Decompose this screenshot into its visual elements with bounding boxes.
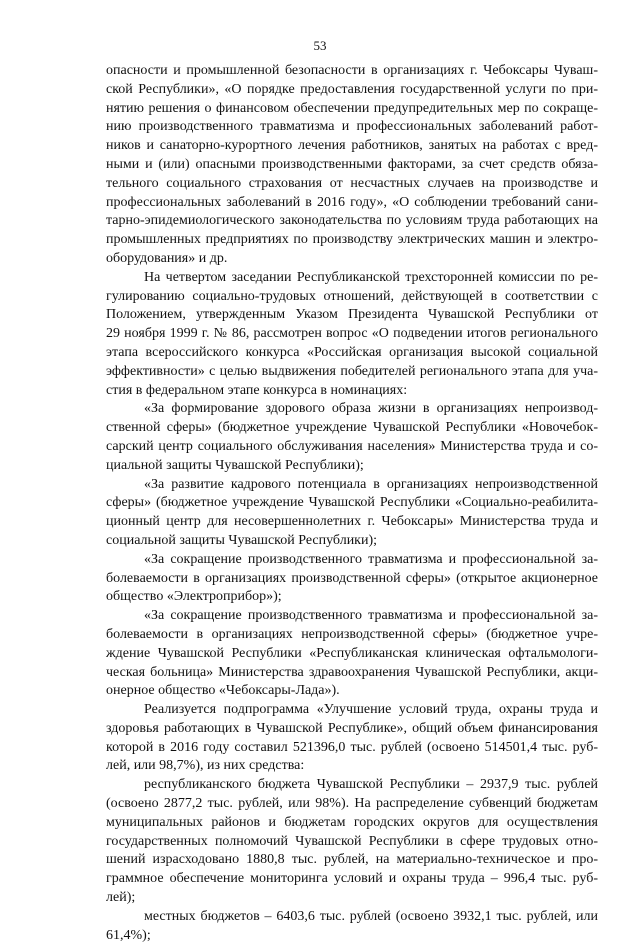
text-line: тарно-эпидемиологического законодательства по условиям труда работающих на xyxy=(106,213,598,229)
text-line: этапа всероссийского конкурса «Российская организация высокой социальной xyxy=(106,344,598,360)
text-line: 61,4%); xyxy=(106,927,151,943)
text-line: «За развитие кадрового потенциала в организациях непроизводственной xyxy=(144,476,598,492)
text-line: болеваемости в организациях производственной сферы» (открытое акционерное xyxy=(106,570,598,586)
text-line: лей, или 98,7%), из них средства: xyxy=(106,758,305,774)
text-line: ционный центр для несовершеннолетних г. Чебоксары» Министерства труда и xyxy=(106,514,598,530)
text-line: лей); xyxy=(106,890,136,906)
text-line: «За сокращение производственного травматизма и профессиональной за- xyxy=(144,608,598,624)
text-line: сферы» (бюджетное учреждение Чувашской Республики «Социально-реабилита- xyxy=(106,495,598,511)
text-line: «За формирование здорового образа жизни в организациях непроизвод- xyxy=(144,401,598,417)
body-text xyxy=(106,62,598,945)
text-line: болеваемости в организациях непроизводственной сферы» (бюджетное учре- xyxy=(106,626,598,642)
text-line: тельного социального страхования от несчастных случаев на производстве и xyxy=(106,175,598,191)
text-line: стия в федеральном этапе конкурса в номинациях: xyxy=(106,382,408,398)
text-line: гулированию социально-трудовых отношений, действующей в соответствии с xyxy=(106,288,598,304)
text-line: нию производственного травматизма и профессиональных заболеваний работ- xyxy=(106,119,598,135)
text-line: промышленных предприятиях по производству электрических машин и электро- xyxy=(106,232,598,248)
text-line: онерное общество «Чебоксары-Лада»). xyxy=(106,683,340,699)
text-line: оборудования» и др. xyxy=(106,250,228,266)
text-line: опасности и промышленной безопасности в организациях г. Чебоксары Чуваш- xyxy=(106,63,598,78)
text-line: граммное обеспечение мониторинга условий и охраны труда – 996,4 тыс. руб- xyxy=(106,871,598,887)
text-line: ской Республики», «О порядке предоставления государственной услуги по при- xyxy=(106,81,598,97)
page-number: 53 xyxy=(313,38,327,53)
text-line: шений израсходовано 1880,8 тыс. рублей, на материально-техническое и про- xyxy=(106,852,598,868)
text-line: здоровья работающих в Чувашской Республике», общий объем финансирования xyxy=(106,720,598,736)
text-line: 29 ноября 1999 г. № 86, рассмотрен вопрос «О подведении итогов регионального xyxy=(106,326,598,342)
text-line: ждение Чувашской Республики «Республиканская клиническая офтальмологи- xyxy=(106,645,598,661)
text-line: эффективности» с целью выдвижения победителей регионального этапа для уча- xyxy=(106,363,598,379)
text-line: На четвертом заседании Республиканской трехсторонней комиссии по ре- xyxy=(144,269,598,285)
text-line: Реализуется подпрограмма «Улучшение условий труда, охраны труда и xyxy=(144,702,598,718)
text-line: которой в 2016 году составил 521396,0 тыс. рублей (освоено 514501,4 тыс. руб- xyxy=(106,739,598,755)
text-line: сарский центр социального обслуживания населения» Министерства труда и со- xyxy=(106,438,598,454)
text-line: нятию решения о финансовом обеспечении предупредительных мер по сокраще- xyxy=(106,100,598,116)
text-line: ными и (или) опасными производственными факторами, за счет средств обяза- xyxy=(106,156,598,172)
text-line: государственных полномочий Чувашской Республики в сфере трудовых отно- xyxy=(106,833,598,849)
text-line: профессиональных заболеваний в 2016 году», «О соблюдении требований сани- xyxy=(106,194,598,210)
text-line: общество «Электроприбор»); xyxy=(106,589,282,605)
text-line: ников и санаторно-курортного лечения работников, занятых на работах с вред- xyxy=(106,138,598,154)
text-line: (освоено 2877,2 тыс. рублей, или 98%). На распределение субвенций бюджетам xyxy=(106,796,598,812)
text-line: ственной сферы» (бюджетное учреждение Чувашской Республики «Новочебок- xyxy=(106,420,598,436)
text-line: «За сокращение производственного травматизма и профессиональной за- xyxy=(144,551,598,567)
text-line: социальной защиты Чувашской Республики); xyxy=(106,532,378,548)
text-line: республиканского бюджета Чувашской Республики – 2937,9 тыс. рублей xyxy=(144,777,598,793)
text-line: Положением, утвержденным Указом Президента Чувашской Республики от xyxy=(106,307,598,323)
text-line: муниципальных районов и бюджетам городских округов для осуществления xyxy=(106,814,598,830)
text-line: циальной защиты Чувашской Республики); xyxy=(106,457,364,473)
text-line: ческая больница» Министерства здравоохранения Чувашской Республики, акци- xyxy=(106,664,598,680)
text-line: местных бюджетов – 6403,6 тыс. рублей (освоено 3932,1 тыс. рублей, или xyxy=(144,908,598,924)
